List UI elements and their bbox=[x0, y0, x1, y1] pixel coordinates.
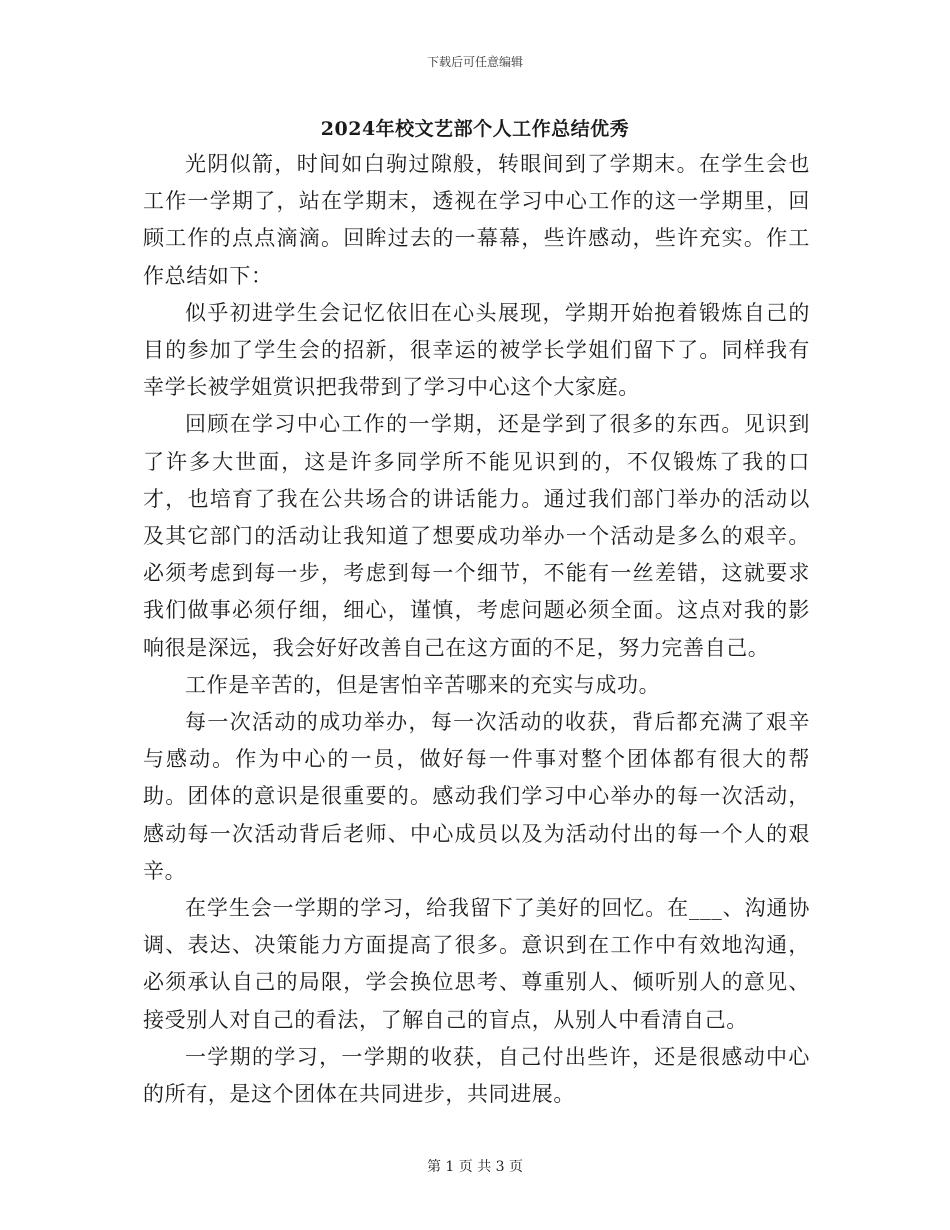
document-body bbox=[143, 146, 810, 1113]
paragraph: 回顾在学习中心工作的一学期，还是学到了很多的东西。见识到了许多大世面，这是许多同学所不能见识到的，不仅锻炼了我的口才，也培育了我在公共场合的讲话能力。通过我们部门举办的活动以及其它部门的活动让我知道了想要成功举办一个活动是多么的艰辛。必须考虑到每一步，考虑到每一个细节，不能有一丝差错，这就要求我们做事必须仔细，细心，谨慎，考虑问题必须全面。这点对我的影响很是深远，我会好好改善自己在这方面的不足，努力完善自己。 bbox=[143, 412, 810, 660]
download-note: 下载后可任意编辑 bbox=[426, 55, 523, 69]
paragraph: 似乎初进学生会记忆依旧在心头展现，学期开始抱着锻炼自己的目的参加了学生会的招新，很幸运的被学长学姐们留下了。同样我有幸学长被学姐赏识把我带到了学习中心这个大家庭。 bbox=[143, 300, 810, 400]
page-number: 第 1 页 共 3 页 bbox=[426, 1159, 524, 1175]
paragraph: 每一次活动的成功举办，每一次活动的收获，背后都充满了艰辛与感动。作为中心的一员，做好每一件事对整个团体都有很大的帮助。团体的意识是很重要的。感动我们学习中心举办的每一次活动，感动每一次活动背后老师、中心成员以及为活动付出的每一个人的艰辛。 bbox=[143, 710, 810, 883]
paragraph: 工作是辛苦的，但是害怕辛苦哪来的充实与成功。 bbox=[185, 672, 661, 697]
document-title: 2024年校文艺部个人工作总结优秀 bbox=[320, 118, 630, 140]
paragraph: 在学生会一学期的学习，给我留下了美好的回忆。在___、沟通协调、表达、决策能力方面提高了很多。意识到在工作中有效地沟通，必须承认自己的局限，学会换位思考、尊重别人、倾听别人的意见、接受别人对自己的看法，了解自己的盲点，从别人中看清自己。 bbox=[143, 896, 810, 1032]
paragraph: 光阴似箭，时间如白驹过隙般，转眼间到了学期末。在学生会也工作一学期了，站在学期末，透视在学习中心工作的这一学期里，回顾工作的点点滴滴。回眸过去的一幕幕，些许感动，些许充实。作工作总结如下： bbox=[143, 152, 810, 288]
paragraph: 一学期的学习，一学期的收获，自己付出些许，还是很感动中心的所有，是这个团体在共同进步，共同进展。 bbox=[143, 1044, 810, 1107]
